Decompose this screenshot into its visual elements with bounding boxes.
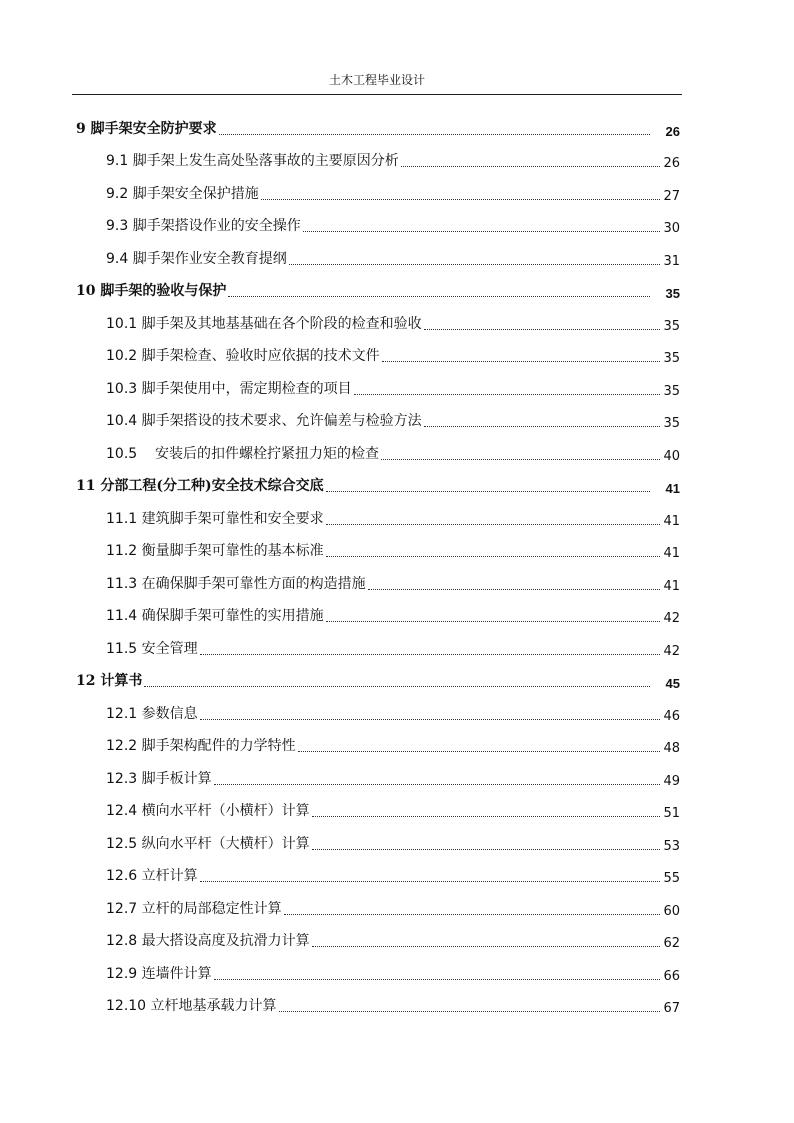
dot-leader: [326, 514, 660, 525]
toc-section-entry[interactable]: [76, 171, 680, 204]
toc-entry-page: 42: [663, 643, 680, 659]
toc-entry-title: 纵向水平杆（大横杆）计算: [141, 835, 310, 852]
toc-section-entry[interactable]: [76, 724, 680, 757]
toc-entry-number: 12.10: [106, 998, 151, 1014]
dot-leader: [261, 189, 660, 200]
dot-leader: [219, 124, 650, 135]
toc-entry-page: 35: [663, 318, 680, 334]
toc-entry-page: 66: [663, 968, 680, 984]
toc-entry-number: 12.1: [106, 705, 142, 722]
toc-entry-page: 55: [663, 871, 680, 886]
toc-entry-number: 12.3: [106, 770, 142, 787]
dot-leader: [200, 709, 660, 720]
toc-entry-page: 41: [663, 546, 680, 561]
toc-entry-title: 分部工程(分工种)安全技术综合交底: [100, 478, 324, 494]
toc-entry-title: 脚手架作业安全教育提纲: [132, 250, 287, 267]
toc-section-entry[interactable]: [76, 496, 680, 529]
toc-entry-number: 9.2: [106, 185, 133, 202]
toc-entry-title: 脚手架及其地基基础在各个阶段的检查和验收: [141, 315, 422, 332]
toc-section-entry[interactable]: [76, 334, 680, 367]
dot-leader: [312, 936, 660, 947]
toc-section-entry[interactable]: [76, 951, 680, 984]
toc-entry-title: 脚手架的验收与保护: [100, 283, 227, 299]
toc-entry-title: 脚手架安全防护要求: [90, 120, 217, 137]
toc-entry-number: 12.5: [106, 835, 142, 852]
toc-section-entry[interactable]: [76, 236, 680, 269]
toc-entry-page: 67: [663, 1001, 680, 1016]
toc-chapter-entry[interactable]: [76, 464, 680, 497]
toc-entry-title: 建筑脚手架可靠性和安全要求: [141, 510, 324, 527]
toc-entry-page: 26: [663, 156, 680, 171]
toc-section-entry[interactable]: [76, 366, 680, 399]
toc-entry-title: 立杆的局部稳定性计算: [141, 900, 282, 917]
toc-entry-page: 51: [663, 806, 680, 821]
toc-entry-number: 12.4: [106, 803, 142, 819]
toc-entry-title: 脚手架安全保护措施: [132, 185, 259, 202]
toc-entry-number: 10: [76, 283, 101, 299]
dot-leader: [298, 741, 660, 752]
toc-entry-title: 脚手架搭设作业的安全操作: [132, 218, 301, 234]
toc-section-entry[interactable]: [76, 594, 680, 627]
toc-entry-number: 11.4: [106, 608, 142, 624]
toc-entry-page: 62: [663, 936, 680, 951]
dot-leader: [200, 644, 660, 655]
toc-entry-title: 立杆地基承载力计算: [150, 998, 277, 1014]
toc-section-entry[interactable]: [76, 919, 680, 952]
toc-section-entry[interactable]: [76, 691, 680, 724]
toc-entry-title: 在确保脚手架可靠性方面的构造措施: [141, 575, 366, 592]
toc-section-entry[interactable]: [76, 561, 680, 594]
dot-leader: [214, 774, 660, 785]
dot-leader: [228, 286, 650, 297]
dot-leader: [214, 969, 660, 980]
toc-entry-title: 脚手架检查、验收时应依据的技术文件: [141, 348, 380, 364]
table-of-contents: [76, 106, 680, 1016]
dot-leader: [354, 384, 660, 395]
toc-entry-title: 立杆计算: [141, 868, 198, 884]
toc-entry-title: 计算书: [100, 673, 143, 689]
dot-leader: [312, 806, 660, 817]
header-title: 土木工程毕业设计: [328, 73, 425, 87]
toc-entry-page: 31: [663, 253, 680, 269]
toc-entry-number: 12.2: [106, 738, 142, 754]
toc-entry-number: 9.1: [106, 153, 133, 169]
toc-entry-number: 12.8: [106, 933, 142, 949]
toc-section-entry[interactable]: [76, 984, 680, 1017]
toc-chapter-entry[interactable]: [76, 659, 680, 692]
toc-entry-page: 41: [665, 481, 680, 496]
toc-section-entry[interactable]: [76, 626, 680, 659]
page-header: [72, 66, 682, 95]
toc-entry-page: 26: [665, 123, 680, 139]
toc-entry-number: 9: [76, 120, 91, 137]
toc-entry-title: 横向水平杆（小横杆）计算: [141, 803, 310, 819]
dot-leader: [368, 579, 660, 590]
toc-entry-page: 35: [663, 416, 680, 431]
toc-entry-title: 脚手架搭设的技术要求、允许偏差与检验方法: [141, 413, 422, 429]
toc-entry-title: 连墙件计算: [141, 965, 212, 982]
toc-section-entry[interactable]: [76, 789, 680, 822]
toc-entry-page: 35: [663, 351, 680, 366]
toc-entry-title: 安装后的扣件螺栓拧紧扭力矩的检查: [154, 445, 379, 462]
toc-entry-number: 11.1: [106, 510, 142, 527]
toc-chapter-entry[interactable]: [76, 106, 680, 139]
toc-entry-number: 12: [76, 673, 101, 689]
toc-chapter-entry[interactable]: [76, 269, 680, 302]
dot-leader: [326, 546, 660, 557]
toc-section-entry[interactable]: [76, 431, 680, 464]
dot-leader: [289, 254, 660, 265]
toc-entry-title: 参数信息: [141, 705, 198, 722]
toc-entry-page: 53: [663, 838, 680, 854]
toc-entry-number: 10.3: [106, 380, 142, 397]
toc-entry-page: 41: [663, 578, 680, 594]
toc-entry-number: 11.5: [106, 640, 142, 657]
toc-entry-page: 40: [663, 448, 680, 464]
toc-section-entry[interactable]: [76, 301, 680, 334]
toc-entry-page: 60: [663, 903, 680, 919]
toc-entry-number: 11.3: [106, 575, 142, 592]
toc-entry-page: 42: [663, 611, 680, 626]
toc-entry-number: 9.4: [106, 250, 133, 267]
toc-entry-page: 46: [663, 708, 680, 724]
toc-entry-page: 41: [663, 513, 680, 529]
toc-entry-title: 脚手架构配件的力学特性: [141, 738, 296, 754]
dot-leader: [284, 904, 660, 915]
dot-leader: [200, 871, 660, 882]
dot-leader: [326, 611, 660, 622]
toc-entry-number: 12.7: [106, 900, 142, 917]
dot-leader: [424, 416, 660, 427]
dot-leader: [279, 1001, 660, 1012]
toc-entry-title: 衡量脚手架可靠性的基本标准: [141, 543, 324, 559]
dot-leader: [401, 156, 660, 167]
toc-entry-page: 45: [665, 676, 680, 691]
dot-leader: [424, 319, 660, 330]
toc-entry-title: 脚手板计算: [141, 770, 212, 787]
toc-section-entry[interactable]: [76, 886, 680, 919]
dot-leader: [326, 481, 650, 492]
toc-section-entry[interactable]: [76, 204, 680, 237]
toc-entry-page: 35: [665, 286, 680, 301]
toc-entry-number: 10.4: [106, 413, 142, 429]
toc-entry-page: 27: [663, 188, 680, 204]
toc-entry-number: 10.2: [106, 348, 142, 364]
toc-entry-page: 49: [663, 773, 680, 789]
toc-section-entry[interactable]: [76, 529, 680, 562]
toc-entry-page: 35: [663, 383, 680, 399]
toc-entry-number: 12.9: [106, 965, 142, 982]
dot-leader: [144, 676, 650, 687]
toc-section-entry[interactable]: [76, 821, 680, 854]
toc-entry-title: 确保脚手架可靠性的实用措施: [141, 608, 324, 624]
toc-entry-number: 10.5: [106, 445, 155, 462]
toc-entry-number: 10.1: [106, 315, 142, 332]
toc-entry-page: 30: [663, 221, 680, 236]
toc-section-entry[interactable]: [76, 399, 680, 432]
toc-entry-title: 脚手架使用中，需定期检查的项目: [141, 380, 352, 397]
toc-entry-number: 11.2: [106, 543, 142, 559]
dot-leader: [303, 221, 660, 232]
toc-entry-page: 48: [663, 741, 680, 756]
toc-entry-number: 9.3: [106, 218, 133, 234]
dot-leader: [381, 449, 660, 460]
toc-entry-title: 最大搭设高度及抗滑力计算: [141, 933, 310, 949]
toc-section-entry[interactable]: [76, 854, 680, 887]
toc-entry-number: 11: [76, 478, 101, 494]
dot-leader: [382, 351, 660, 362]
toc-entry-title: 脚手架上发生高处坠落事故的主要原因分析: [132, 153, 399, 169]
toc-entry-title: 安全管理: [141, 640, 198, 657]
dot-leader: [312, 839, 660, 850]
toc-section-entry[interactable]: [76, 139, 680, 172]
toc-section-entry[interactable]: [76, 756, 680, 789]
toc-entry-number: 12.6: [106, 868, 142, 884]
